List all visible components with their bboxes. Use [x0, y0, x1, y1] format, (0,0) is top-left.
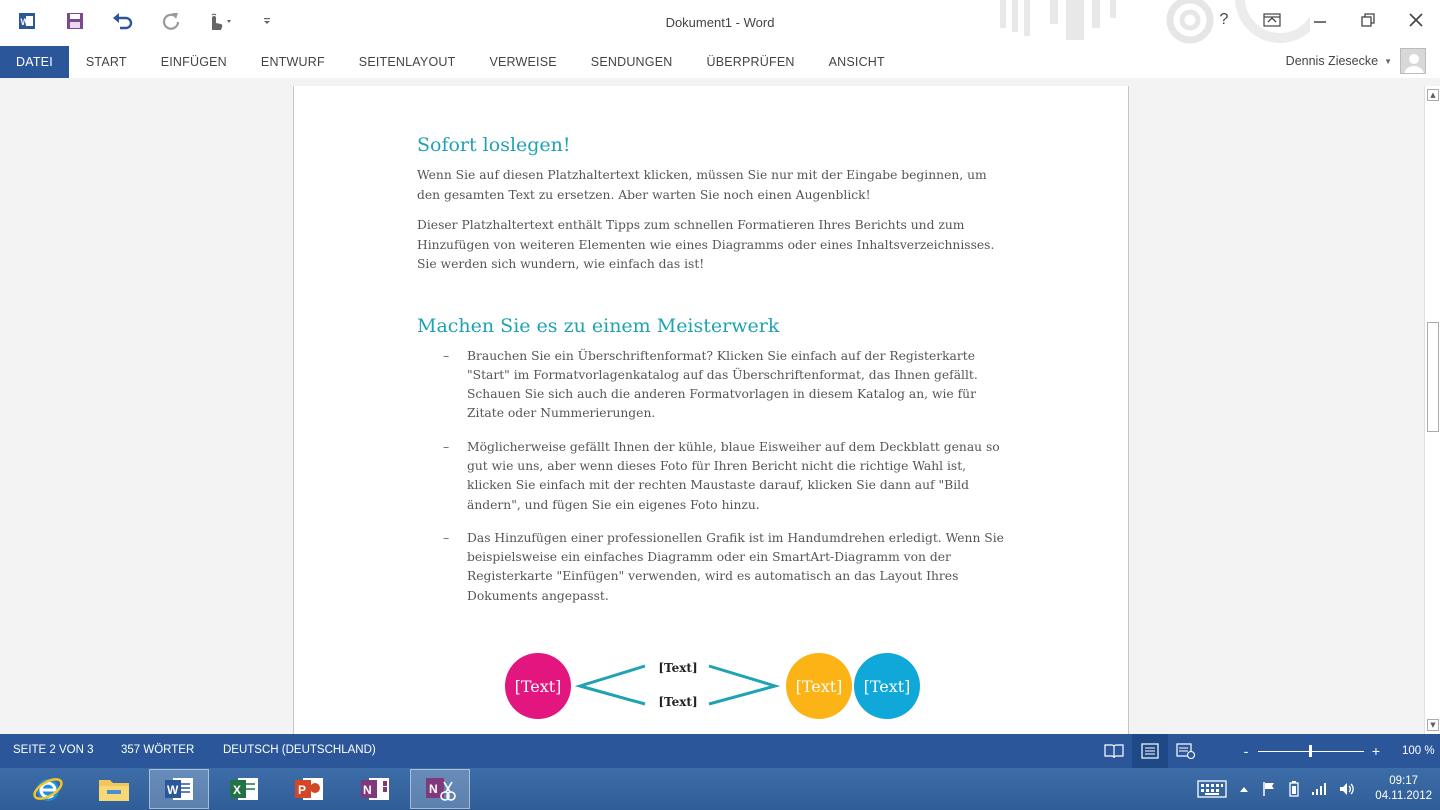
show-hidden-icons-icon[interactable] [1239, 785, 1249, 793]
avatar [1400, 48, 1426, 74]
svg-text:P: P [298, 783, 307, 797]
scroll-up-icon[interactable]: ▲ [1427, 89, 1439, 101]
ribbon-display-options-icon[interactable] [1248, 6, 1296, 34]
tab-ansicht[interactable]: ANSICHT [828, 55, 885, 69]
print-layout-icon[interactable] [1132, 734, 1168, 768]
bullet-dash: – [443, 439, 450, 454]
system-tray [1197, 768, 1432, 810]
smartart-circle-blue-text: [Text] [863, 677, 911, 696]
paragraph-2: Dieser Platzhaltertext enthält Tipps zum schnellen Formatieren Ihres Berichts und zum Hinzufügen von weiteren Elementen wie eines Diagramms oder eines Inhaltsverzeichnisses. Sie werden sich wundern, wie einfach das ist! [417, 218, 995, 271]
action-center-flag-icon[interactable] [1261, 781, 1277, 797]
svg-text:W: W [20, 17, 29, 27]
minimize-icon[interactable] [1296, 6, 1344, 34]
smartart-circle-pink-text: [Text] [514, 677, 562, 696]
battery-icon[interactable] [1289, 781, 1299, 797]
bullet-dash: – [443, 530, 450, 545]
tab-datei[interactable]: DATEI [0, 46, 69, 78]
restore-icon[interactable] [1344, 6, 1392, 34]
bullet-list [443, 347, 1007, 607]
network-signal-icon[interactable] [1311, 782, 1327, 796]
clock[interactable] [1375, 774, 1432, 804]
clock-time: 09:17 [1389, 775, 1419, 787]
chevron-down-icon: ▼ [1384, 56, 1392, 66]
svg-text:W: W [167, 783, 179, 797]
list-item [443, 529, 1007, 606]
document-page[interactable] [293, 86, 1129, 734]
tab-sendungen[interactable]: SENDUNGEN [590, 55, 673, 69]
language-indicator[interactable]: DEUTSCH (DEUTSCHLAND) [223, 744, 376, 756]
ribbon-tabs [0, 46, 1440, 78]
tab-start[interactable]: START [85, 55, 127, 69]
powerpoint-icon[interactable] [279, 769, 339, 809]
heading-meisterwerk: Machen Sie es zu einem Meisterwerk [417, 314, 780, 337]
heading-sofort-loslegen: Sofort loslegen! [417, 134, 571, 156]
zoom-in-button[interactable]: + [1371, 743, 1381, 759]
onenote-icon[interactable] [345, 769, 405, 809]
smartart-branch-bottom-text: [Text] [658, 695, 698, 709]
help-button[interactable]: ? [1219, 11, 1229, 28]
scroll-down-icon[interactable]: ▼ [1427, 719, 1439, 731]
tab-verweise[interactable]: VERWEISE [489, 55, 557, 69]
title-bar [0, 0, 1440, 46]
paragraph-1: Wenn Sie auf diesen Platzhaltertext klicken, müssen Sie nur mit der Eingabe beginnen, um den gesamten Text zu ersetzen. Aber warten Sie noch einen Augenblick! [417, 168, 987, 202]
excel-icon[interactable] [214, 769, 274, 809]
ribbon [0, 46, 1440, 78]
view-switcher [1096, 734, 1204, 768]
smartart-branch-top-text: [Text] [658, 661, 698, 675]
tab-seitenlayout[interactable]: SEITENLAYOUT [358, 55, 456, 69]
web-layout-icon[interactable] [1168, 734, 1204, 768]
smartart-connector-right [709, 666, 775, 704]
svg-text:N: N [363, 783, 372, 797]
smartart-diagram[interactable] [505, 652, 925, 722]
onenote-screen-clipper-icon[interactable] [410, 769, 470, 809]
svg-text:N: N [429, 782, 438, 796]
bullet-dash: – [443, 348, 450, 363]
volume-icon[interactable] [1339, 781, 1355, 797]
tab-entwurf[interactable]: ENTWURF [260, 55, 325, 69]
bullet-text: Das Hinzufügen einer professionellen Grafik ist im Handumdrehen erledigt. Wenn Sie beispielsweise ein einfaches Diagramm oder ein SmartArt-Diagramm von der Registerkarte "Einfügen" verwenden, wird es automatisch an das Layout Ihres Dokuments angepasst. [467, 530, 1004, 603]
bullet-text: Möglicherweise gefällt Ihnen der kühle, blaue Eisweiher auf dem Deckblatt genau so gut wie uns, aber wenn dieses Foto für Ihren Bericht nicht die richtige Wahl ist, klicken Sie einfach mit der rechten Maustaste darauf, klicken Sie dann auf "Bild ändern", und fügen Sie ein eigenes Foto hinzu. [467, 439, 1000, 512]
zoom-level[interactable]: 100 % [1402, 745, 1435, 757]
tab-ueberpruefen[interactable]: ÜBERPRÜFEN [706, 55, 795, 69]
user-account[interactable] [1286, 46, 1426, 76]
smartart-circle-yellow-text: [Text] [795, 677, 843, 696]
page-count[interactable]: SEITE 2 VON 3 [13, 744, 94, 756]
read-mode-icon[interactable] [1096, 734, 1132, 768]
word-taskbar-icon[interactable] [149, 769, 209, 809]
list-item [443, 438, 1007, 515]
window-controls [1200, 6, 1440, 34]
file-explorer-icon[interactable] [84, 769, 144, 809]
taskbar [0, 768, 1440, 810]
zoom-control [1240, 734, 1435, 768]
document-area [0, 86, 1424, 734]
clock-date: 04.11.2012 [1375, 790, 1432, 802]
window-title: Dokument1 - Word [665, 15, 775, 30]
user-name: Dennis Ziesecke [1285, 54, 1379, 68]
svg-text:X: X [233, 783, 242, 797]
scrollbar-thumb[interactable] [1427, 322, 1439, 432]
status-bar [0, 734, 1440, 768]
bullet-text: Brauchen Sie ein Überschriftenformat? Klicken Sie einfach auf der Registerkarte "Start" im Formatvorlagenkatalog auf das Überschriftenformat, das Ihnen gefällt. Schauen Sie sich auch die anderen Formatvorlagen in diesem Katalog an, wie für Zitate oder Nummerierungen. [467, 348, 978, 421]
zoom-slider[interactable] [1258, 751, 1364, 752]
zoom-out-button[interactable]: - [1243, 743, 1249, 759]
keyboard-icon[interactable] [1197, 780, 1227, 798]
tab-einfuegen[interactable]: EINFÜGEN [160, 55, 227, 69]
word-count[interactable]: 357 WÖRTER [121, 744, 195, 756]
vertical-scrollbar[interactable] [1424, 86, 1440, 734]
internet-explorer-icon[interactable] [18, 769, 78, 809]
list-item [443, 347, 1007, 424]
smartart-connector-left [580, 666, 645, 704]
zoom-slider-thumb[interactable] [1309, 745, 1312, 757]
close-icon[interactable] [1392, 6, 1440, 34]
document-content [417, 134, 1007, 620]
